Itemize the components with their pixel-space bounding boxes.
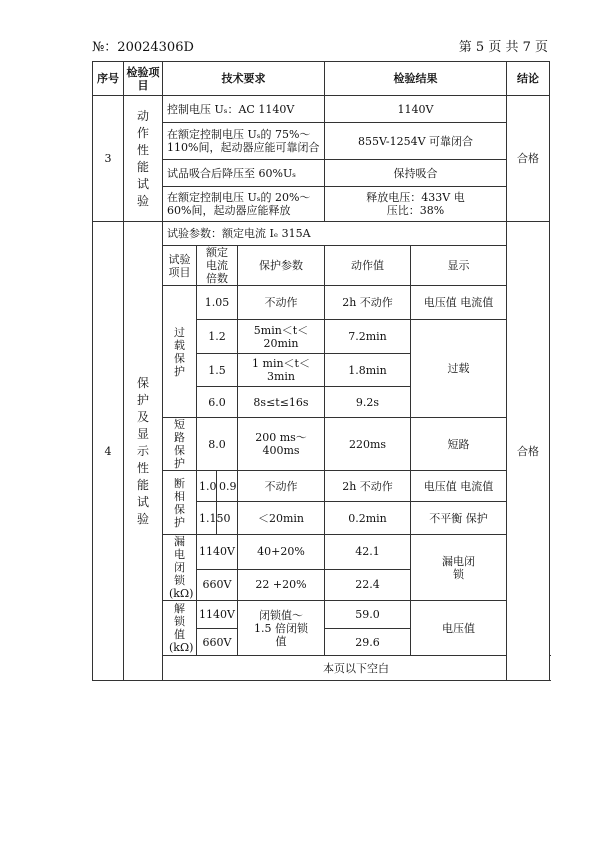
col-header-conclusion: 结论	[507, 62, 550, 96]
sub-header-multiple: 额定电流倍数	[197, 246, 238, 286]
phase-break-action: 2h 不动作	[325, 471, 411, 502]
overload-display-shared: 过载	[411, 320, 507, 418]
phase-break-m2: 0	[217, 502, 238, 535]
sec4-params: 试验参数：额定电流 Iₑ 315A	[163, 222, 507, 246]
phase-break-display: 电压值 电流值	[411, 471, 507, 502]
unlock-volt: 660V	[197, 629, 238, 656]
report-number: №：20024306D	[92, 40, 194, 55]
overload-action: 1.8min	[325, 354, 411, 387]
leak-lock-param: 40+20%	[238, 535, 325, 570]
overload-action: 7.2min	[325, 320, 411, 354]
leak-lock-action: 22.4	[325, 569, 411, 600]
phase-break-m2: 0.9	[217, 471, 238, 502]
leak-lock-volt: 1140V	[197, 535, 238, 570]
page-indicator: 第 5 页 共 7 页	[458, 40, 548, 55]
inspection-table	[92, 61, 550, 681]
table-row	[93, 96, 550, 123]
sec4-seq: 4	[93, 222, 124, 681]
leak-lock-label: 漏电闭锁(kΩ)	[163, 535, 197, 601]
short-param: 200 ms～400ms	[238, 418, 325, 471]
phase-break-m1: 1.0	[197, 471, 217, 502]
short-display: 短路	[411, 418, 507, 471]
phase-break-action: 0.2min	[325, 502, 411, 535]
overload-action: 2h 不动作	[325, 286, 411, 320]
overload-mult: 6.0	[197, 387, 238, 418]
sub-header-display: 显示	[411, 246, 507, 286]
sec3-req: 在额定控制电压 Uₛ的 75%～110%间，起动器应能可靠闭合	[163, 123, 325, 160]
table-row	[93, 222, 550, 246]
overload-mult: 1.2	[197, 320, 238, 354]
leak-lock-action: 42.1	[325, 535, 411, 570]
sec4-conclusion: 合格	[507, 222, 550, 681]
blank-remainder-note: 本页以下空白	[163, 656, 550, 681]
leak-lock-param: 22 +20%	[238, 569, 325, 600]
unlock-label: 解锁值(kΩ)	[163, 601, 197, 656]
unlock-volt: 1140V	[197, 601, 238, 629]
overload-label: 过载保护	[163, 286, 197, 418]
sub-header-action: 动作值	[325, 246, 411, 286]
overload-display: 电压值 电流值	[411, 286, 507, 320]
col-header-item: 检验项目	[124, 62, 163, 96]
phase-break-label: 断相保护	[163, 471, 197, 535]
unlock-param: 闭锁值～ 1.5 倍闭锁值	[238, 601, 325, 656]
sec3-seq: 3	[93, 96, 124, 222]
sec3-conclusion: 合格	[507, 96, 550, 222]
sub-header-item: 试验项目	[163, 246, 197, 286]
phase-break-param: ＜20min	[238, 502, 325, 535]
leak-lock-volt: 660V	[197, 569, 238, 600]
sec3-req: 在额定控制电压 Uₛ的 20%～60%间，起动器应能释放	[163, 187, 325, 222]
overload-param: 1 min＜t＜3min	[238, 354, 325, 387]
sec3-result: 855V-1254V 可靠闭合	[325, 123, 507, 160]
overload-param: 不动作	[238, 286, 325, 320]
sec3-req: 控制电压 Uₛ：AC 1140V	[163, 96, 325, 123]
table-header-row	[93, 62, 550, 96]
short-action: 220ms	[325, 418, 411, 471]
phase-break-param: 不动作	[238, 471, 325, 502]
unlock-action: 29.6	[325, 629, 411, 656]
phase-break-m1: 1.15	[197, 502, 217, 535]
overload-mult: 1.05	[197, 286, 238, 320]
overload-action: 9.2s	[325, 387, 411, 418]
leak-lock-display: 漏电闭锁	[411, 535, 507, 601]
sub-header-protect: 保护参数	[238, 246, 325, 286]
sec3-item: 动作性能试验	[124, 96, 163, 222]
sec3-result: 保持吸合	[325, 160, 507, 187]
overload-param: 5min＜t＜20min	[238, 320, 325, 354]
phase-break-display: 不平衡 保护	[411, 502, 507, 535]
col-header-result: 检验结果	[325, 62, 507, 96]
short-mult: 8.0	[197, 418, 238, 471]
sec3-result: 释放电压：433V 电压比：38%	[325, 187, 507, 222]
short-label: 短路保护	[163, 418, 197, 471]
col-header-seq: 序号	[93, 62, 124, 96]
unlock-display: 电压值	[411, 601, 507, 656]
unlock-action: 59.0	[325, 601, 411, 629]
sec3-req: 试品吸合后降压至 60%Uₛ	[163, 160, 325, 187]
overload-param: 8s≤t≤16s	[238, 387, 325, 418]
sec3-result: 1140V	[325, 96, 507, 123]
sec4-item: 保护及显示性能试验	[124, 222, 163, 681]
col-header-tech: 技术要求	[163, 62, 325, 96]
overload-mult: 1.5	[197, 354, 238, 387]
